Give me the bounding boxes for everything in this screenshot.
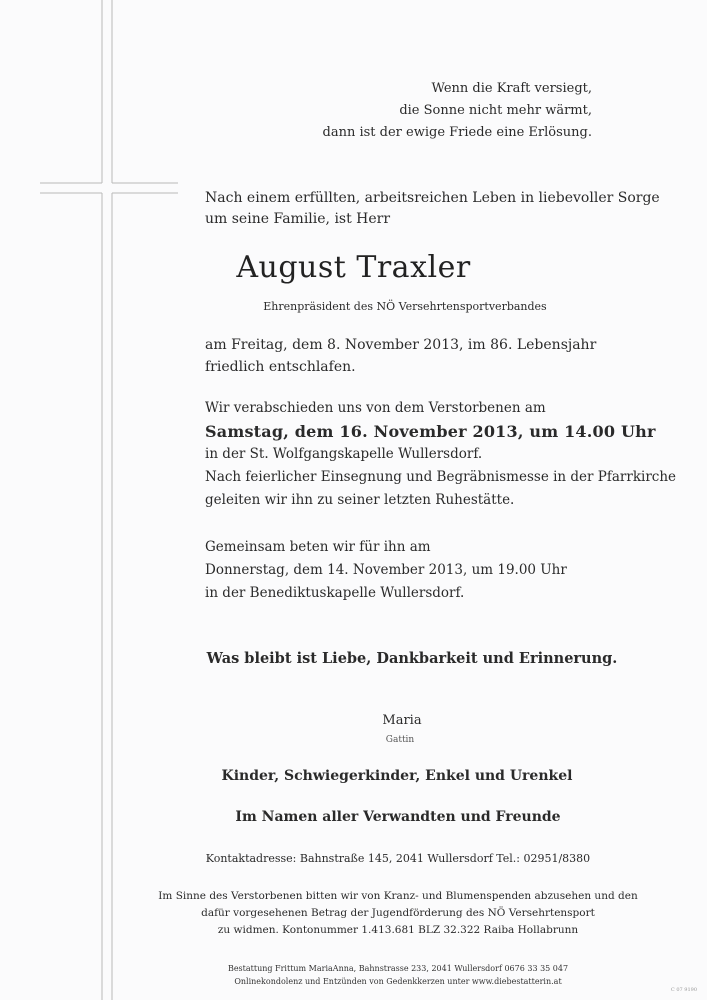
widow-name: Maria [382,713,422,728]
donation-line: Im Sinne des Verstorbenen bitten wir von Kranz- und Blumenspenden abzusehen und den [158,890,638,902]
prayer-line: Gemeinsam beten wir für ihn am [205,539,431,555]
poem [323,78,592,144]
funeral-details [205,397,676,512]
donation-line: zu widmen. Kontonummer 1.413.681 BLZ 32.322 Raiba Hollabrunn [217,924,579,936]
prayer-line: in der Benediktuskapelle Wullersdorf. [205,585,465,601]
poem-line: dann ist der ewige Friede eine Erlösung. [322,125,592,140]
donation-line: dafür vorgesehenen Betrag der Jugendförderung des NÖ Versehrtensport [201,907,595,919]
death-line: friedlich entschlafen. [205,359,356,375]
prayer-line: Donnerstag, dem 14. November 2013, um 19.00 Uhr [205,562,567,578]
farewell-line: geleiten wir ihn zu seiner letzten Ruhestätte. [205,492,515,508]
mourners-relatives: Im Namen aller Verwandten und Freunde [235,809,561,825]
deceased-role: Ehrenpräsident des NÖ Versehrtensportverbandes [263,300,547,313]
farewell-line: in der St. Wolfgangskapelle Wullersdorf. [205,446,483,462]
motto: Was bleibt ist Liebe, Dankbarkeit und Erinnerung. [206,650,618,667]
donation-notice [0,888,707,939]
poem-line: Wenn die Kraft versiegt, [431,81,592,96]
poem-line: die Sonne nicht mehr wärmt, [399,103,592,118]
footer-line: Onlinekondolenz und Entzünden von Gedenkkerzen unter www.diebestatterin.at [234,977,562,986]
farewell-line: Nach feierlicher Einsegnung und Begräbnismesse in der Pfarrkirche [205,469,677,485]
prayer-details [205,536,567,605]
widow-role: Gattin [385,735,415,745]
intro-text [205,188,660,230]
death-line: am Freitag, dem 8. November 2013, im 86. Lebensjahr [205,337,597,353]
intro-line: um seine Familie, ist Herr [205,211,391,227]
corner-mark: C 07 9190 [670,987,697,993]
farewell-intro: Wir verabschieden uns von dem Verstorbenen am [205,400,546,416]
intro-line: Nach einem erfüllten, arbeitsreichen Leben in liebevoller Sorge [205,190,660,206]
death-notice [205,334,596,378]
mourners-children: Kinder, Schwiegerkinder, Enkel und Urenkel [221,768,573,784]
funeral-home-footer [0,962,707,988]
deceased-name: August Traxler [236,250,471,285]
contact-address: Kontaktadresse: Bahnstraße 145, 2041 Wullersdorf Tel.: 02951/8380 [205,852,591,865]
footer-line: Bestattung Frittum MariaAnna, Bahnstrasse 233, 2041 Wullersdorf 0676 33 35 047 [227,964,569,973]
funeral-date: Samstag, dem 16. November 2013, um 14.00 Uhr [205,422,656,441]
